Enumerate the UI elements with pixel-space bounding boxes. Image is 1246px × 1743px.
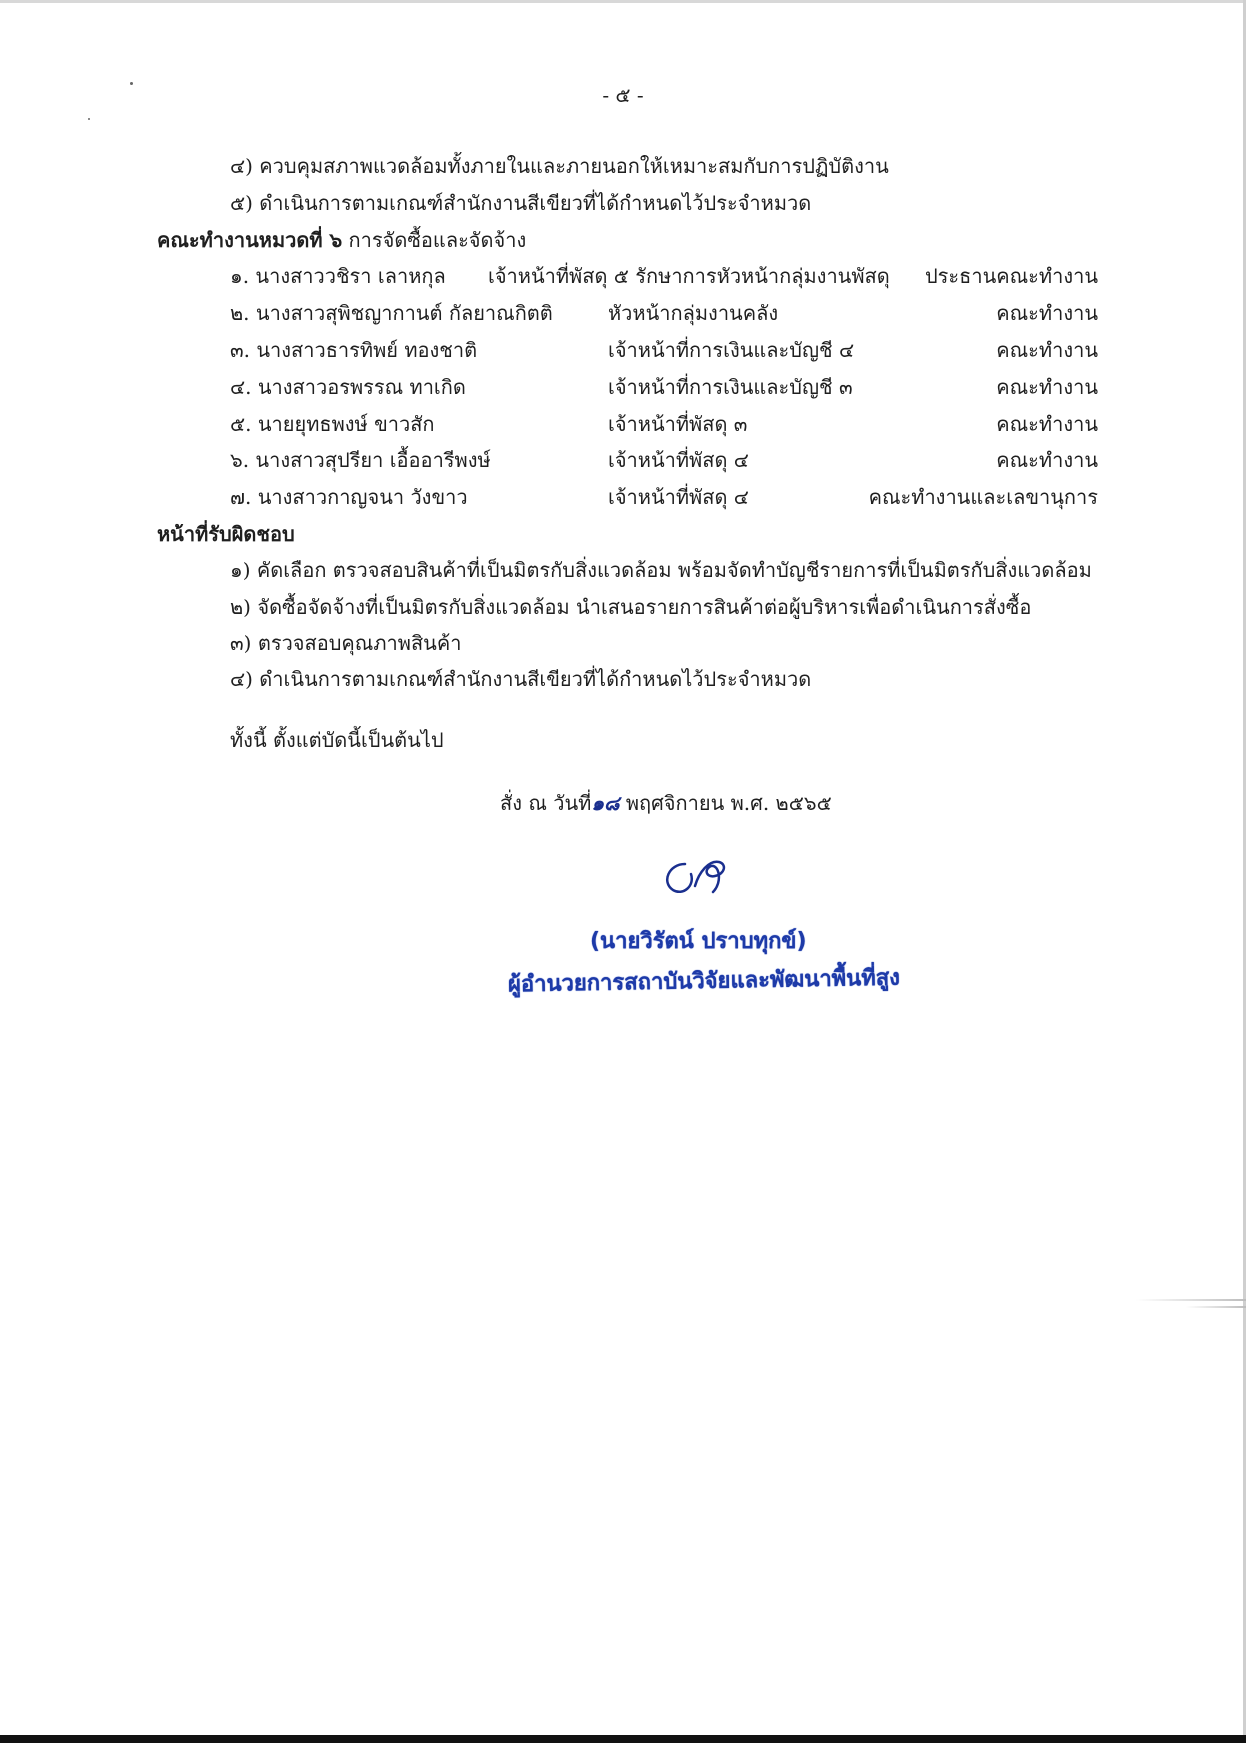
section-title-rest: การจัดซื้อและจัดจ้าง <box>348 228 527 252</box>
section-title-bold: คณะทำงานหมวดที่ ๖ <box>157 228 343 252</box>
order-date-prefix: สั่ง ณ วันที่ <box>500 791 592 815</box>
member-name: ๔. นางสาวอรพรรณ ทาเกิด <box>230 375 466 399</box>
stamp-title: ผู้อำนวยการสถาบันวิจัยและพัฒนาพื้นที่สูง <box>507 965 901 998</box>
page-number: - ๕ - <box>602 83 644 107</box>
scan-edge-bottom <box>0 1735 1246 1743</box>
member-position: เจ้าหน้าที่พัสดุ ๓ <box>608 412 748 436</box>
member-role: คณะทำงาน <box>996 448 1098 472</box>
duties-heading: หน้าที่รับผิดชอบ <box>157 522 295 546</box>
member-name: ๒. นางสาวสุพิชญากานต์ กัลยาณกิตติ <box>230 301 553 325</box>
member-position: เจ้าหน้าที่พัสดุ ๕ รักษาการหัวหน้ากลุ่มงานพัสดุ <box>488 264 890 288</box>
member-role: คณะทำงาน <box>996 338 1098 362</box>
member-position: หัวหน้ากลุ่มงานคลัง <box>608 301 779 325</box>
member-position: เจ้าหน้าที่พัสดุ ๔ <box>608 485 749 509</box>
member-role: ประธานคณะทำงาน <box>924 264 1098 288</box>
member-role: คณะทำงานและเลขานุการ <box>868 485 1098 509</box>
intro-item: ๔) ควบคุมสภาพแวดล้อมทั้งภายในและภายนอกให้เหมาะสมกับการปฏิบัติงาน <box>230 154 889 178</box>
scan-speck <box>130 82 133 85</box>
duty-item: ๔) ดำเนินการตามเกณฑ์สำนักงานสีเขียวที่ได้กำหนดไว้ประจำหมวด <box>230 667 812 691</box>
duty-item: ๑) คัดเลือก ตรวจสอบสินค้าที่เป็นมิตรกับสิ่งแวดล้อม พร้อมจัดทำบัญชีรายการที่เป็นมิตรกับสิ่งแวดล้อม <box>230 558 1092 582</box>
duty-item: ๒) จัดซื้อจัดจ้างที่เป็นมิตรกับสิ่งแวดล้อม นำเสนอรายการสินค้าต่อผู้บริหารเพื่อดำเนินการสั่งซื้อ <box>230 595 1032 619</box>
member-role: คณะทำงาน <box>996 375 1098 399</box>
scan-streak <box>1136 1299 1246 1301</box>
scan-edge-top <box>0 0 1246 3</box>
member-position: เจ้าหน้าที่พัสดุ ๔ <box>608 448 749 472</box>
signature-icon <box>655 852 735 902</box>
order-date-rest: พฤศจิกายน พ.ศ. ๒๕๖๕ <box>625 791 832 815</box>
member-position: เจ้าหน้าที่การเงินและบัญชี ๓ <box>608 375 853 399</box>
member-name: ๑. นางสาววชิรา เลาหกุล <box>230 264 446 288</box>
closing-text: ทั้งนี้ ตั้งแต่บัดนี้เป็นต้นไป <box>230 728 444 752</box>
order-date-day: ๑๘ <box>591 791 620 815</box>
duty-item: ๓) ตรวจสอบคุณภาพสินค้า <box>230 631 462 655</box>
member-name: ๗. นางสาวกาญจนา วังขาว <box>230 485 468 509</box>
intro-item: ๕) ดำเนินการตามเกณฑ์สำนักงานสีเขียวที่ได้กำหนดไว้ประจำหมวด <box>230 191 812 215</box>
stamp-name: (นายวิรัตน์ ปราบทุกข์) <box>590 929 807 954</box>
member-position: เจ้าหน้าที่การเงินและบัญชี ๔ <box>608 338 855 362</box>
order-date <box>500 790 832 816</box>
member-role: คณะทำงาน <box>996 301 1098 325</box>
section-title <box>157 227 526 253</box>
member-role: คณะทำงาน <box>996 412 1098 436</box>
scan-speck <box>88 118 90 120</box>
scan-streak <box>1186 1306 1246 1308</box>
member-name: ๖. นางสาวสุปรียา เอื้ออารีพงษ์ <box>230 448 491 472</box>
member-name: ๕. นายยุทธพงษ์ ขาวสัก <box>230 412 435 436</box>
member-name: ๓. นางสาวธารทิพย์ ทองชาติ <box>230 338 478 362</box>
